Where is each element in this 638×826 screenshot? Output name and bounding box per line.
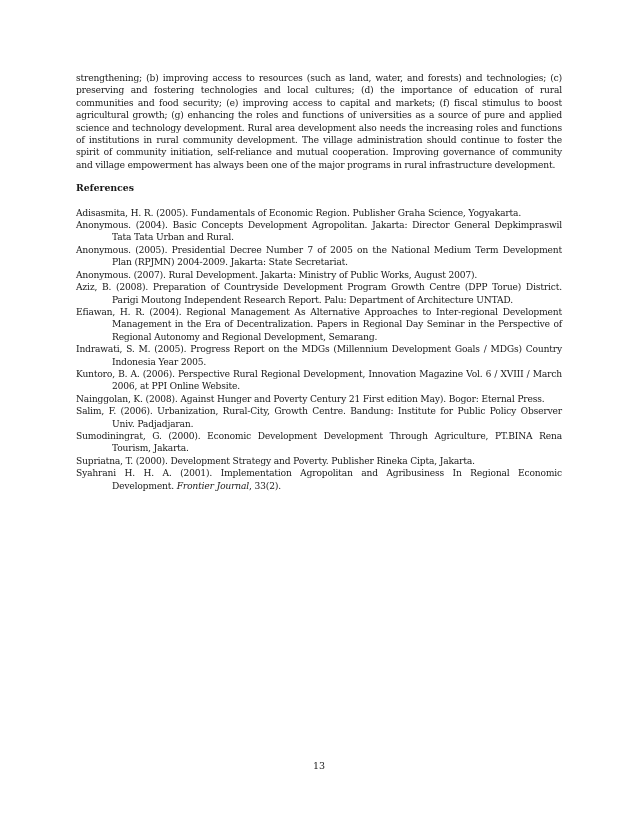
body-paragraph: strengthening; (b) improving access to resources (such as land, water, and forests) and technologies; (c) preserving and fostering technologies and local cultures; (d) the importance of education of rural communities and food security; (e) improving access to capital and markets; (f) fiscal stimulus to boost agricultural growth; (g) enhancing the roles and functions of universities as a source of pure and applied science and technology development. Rural area development also needs the increasing roles and functions of institutions in rural community development. The village administration should continue to foster the spirit of community initiation, self-reliance and mutual cooperation. Improving governance of community and village empowerment has always been one of the major programs in rural infrastructure development. [76,74,562,171]
reference-item: Salim, F. (2006). Urbanization, Rural-City, Growth Centre. Bandung: Institute for Public Policy Observer Univ. Padjadjaran. [76,407,562,430]
reference-item: Supriatna, T. (2000). Development Strategy and Poverty. Publisher Rineka Cipta, Jakarta. [76,456,475,467]
reference-item: Nainggolan, K. (2008). Against Hunger and Poverty Century 21 First edition May). Bogor: Eternal Press. [76,394,545,405]
page-content [76,73,562,493]
reference-text: Syahrani H. H. A. (2001). Implementation Agropolitan and Agribusiness In Regional Economic Development. [76,469,562,492]
reference-item: Aziz, B. (2008). Preparation of Countryside Development Program Growth Centre (DPP Torue) District. Parigi Moutong Independent Research Report. Palu: Department of Architecture UNTAD. [76,283,562,306]
reference-item: Kuntoro, B. A. (2006). Perspective Rural Regional Development, Innovation Magazine Vol. 6 / XVIII / March 2006, at PPI Online Website. [76,369,562,393]
references-heading: References [76,183,134,195]
reference-item: Efiawan, H. R. (2004). Regional Management As Alternative Approaches to Inter-regional Development Management in the Era of Decentralization. Papers in Regional Day Seminar in the Perspective of Regional Autonomy and Regional Development, Semarang. [76,307,562,343]
reference-item-syahrani [76,468,562,493]
reference-volume: , 33(2). [249,481,281,492]
reference-item: Anonymous. (2005). Presidential Decree Number 7 of 2005 on the National Medium Term Development Plan (RPJMN) 2004-2009. Jakarta: State Secretariat. [76,245,562,269]
page-number: 13 [312,761,326,772]
reference-item: Adisasmita, H. R. (2005). Fundamentals of Economic Region. Publisher Graha Science, Yogyakarta. [76,208,522,219]
references-list [76,208,562,493]
reference-item: Sumodiningrat, G. (2000). Economic Development Development Through Agriculture, PT.BINA Rena Tourism, Jakarta. [76,431,562,455]
journal-title: Frontier Journal [176,481,250,492]
reference-item: Indrawati, S. M. (2005). Progress Report on the MDGs (Millennium Development Goals / MDGs) Country Indonesia Year 2005. [76,345,562,368]
reference-item: Anonymous. (2004). Basic Concepts Development Agropolitan. Jakarta: Director General Depkimpraswil Tata Tata Urban and Rural. [76,221,562,244]
reference-item: Anonymous. (2007). Rural Development. Jakarta: Ministry of Public Works, August 2007). [76,270,478,281]
